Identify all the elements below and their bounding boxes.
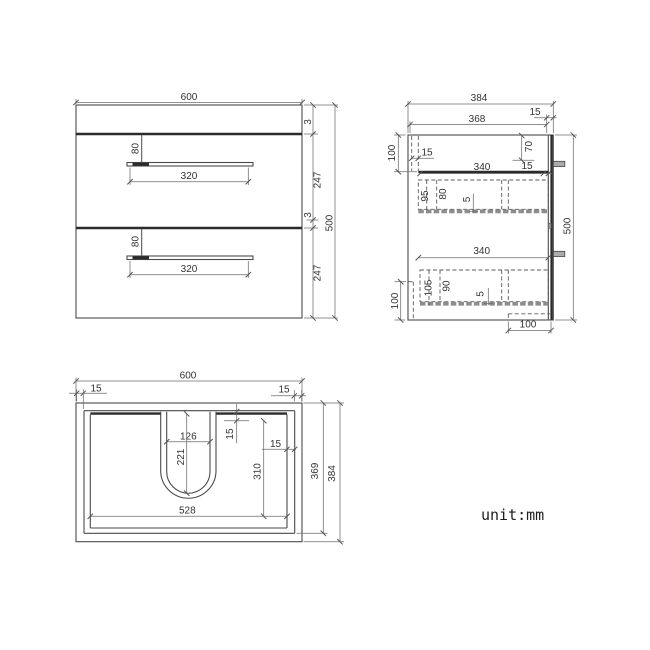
front-view [76,92,338,318]
dim-plan-back-rail [224,404,249,443]
dim-label-drawer1-back-gap: 15 [521,161,533,172]
dim-front-handle1-drop [131,143,142,155]
dim-label-drawer1-front-height: 247 [312,171,324,189]
dim-label-mid-gap: 3 [303,212,314,218]
dim-label-front-overall-width: 600 [180,92,198,103]
runner-clip [548,223,551,228]
dim-side-top-section [387,135,417,172]
dim-side-back-panel [529,107,556,120]
dim-label-handle2-drop: 80 [130,235,142,248]
side-view [387,93,577,334]
dim-label-side-overall-height: 500 [562,217,574,235]
dim-plan-right-inner-depth [253,421,264,517]
dim-label-cutout-depth: 221 [176,448,187,466]
dim-label-inner-width: 528 [178,505,196,517]
dim-plan-right-wall [271,385,306,402]
dim-front-handle2-drop [131,236,142,248]
front-cabinet-outline [76,105,302,318]
dim-label-drawer1-depth: 340 [473,162,491,173]
front-drawer1-handle [127,135,253,166]
dim-label-drawer1-side-height: 95 [420,190,431,202]
dim-plan-overall-width [76,371,302,402]
dim-label-bottom-section-height: 100 [390,292,401,310]
dim-label-side-overall-depth: 384 [470,93,488,104]
dim-plan-inner-width [90,506,287,517]
dim-label-top-section-height: 100 [387,144,398,162]
dim-side-drawer1-depth [417,161,552,176]
dim-plan-left-wall [69,384,107,410]
front-drawer2-handle [127,229,253,259]
plan-outline [76,403,302,542]
dim-label-drawer2-front-height: 247 [312,264,324,282]
dim-label-left-wall: 15 [90,383,102,395]
dim-label-cutout-width: 126 [179,431,197,443]
dim-side-bracket-offset [513,136,536,161]
dim-label-inner-wall: 15 [269,439,282,450]
dim-label-handle1-length: 320 [180,171,198,182]
wall-bracket-bottom [553,251,565,256]
dim-label-side-inner-depth: 368 [468,114,486,125]
dim-label-front-overall-height: 500 [324,214,336,232]
dim-label-handle1-drop: 80 [130,142,142,155]
dim-front-handle2-length [130,261,248,278]
dim-label-plan-overall-depth: 384 [327,465,338,482]
dim-front-overall-height [325,105,336,318]
dim-side-drawer2-depth [418,246,548,258]
dim-side-bottom-notch [508,320,551,334]
dim-label-right-wall: 15 [278,384,290,396]
side-drawer2 [420,270,548,306]
dim-label-bottom-notch-width: 100 [519,319,537,331]
dim-label-drawer1-inner-height: 80 [438,188,449,200]
dim-label-drawer2-depth: 340 [473,246,491,257]
dim-plan-inner-wall [262,439,297,452]
dim-label-bracket-offset: 70 [524,140,535,153]
dim-label-drawer2-bottom: 5 [475,291,487,297]
dim-label-plan-inner-depth: 369 [310,462,321,480]
dim-label-drawer1-bottom: 5 [462,196,473,203]
dim-label-drawer2-side-height: 105 [423,279,435,297]
plan-plumbing-cutout [161,412,216,499]
dim-label-side-panel: 15 [421,147,433,159]
dim-label-plan-overall-width: 600 [179,370,197,382]
dim-plan-cutout-width [167,432,210,443]
dim-plan-cutout-depth [176,414,187,493]
dim-side-panel-thickness [409,148,434,161]
dim-label-right-inner-depth: 310 [252,463,264,480]
wall-bracket-top [553,161,565,166]
dim-label-top-gap: 3 [303,119,314,125]
unit-note: unit:mm [481,506,545,524]
dim-side-bottom-section [390,282,406,320]
dim-front-right-chain [303,105,338,318]
dim-front-overall-width [76,92,302,104]
dim-label-back-panel: 15 [529,107,541,118]
dim-label-drawer2-inner-height: 90 [441,280,453,292]
dim-side-inner-depth [410,114,547,133]
plan-view [69,371,344,542]
dim-label-back-rail: 15 [225,428,236,440]
side-drawer1 [418,180,548,213]
dim-label-handle2-length: 320 [180,264,198,275]
dim-front-handle1-length [130,168,248,186]
